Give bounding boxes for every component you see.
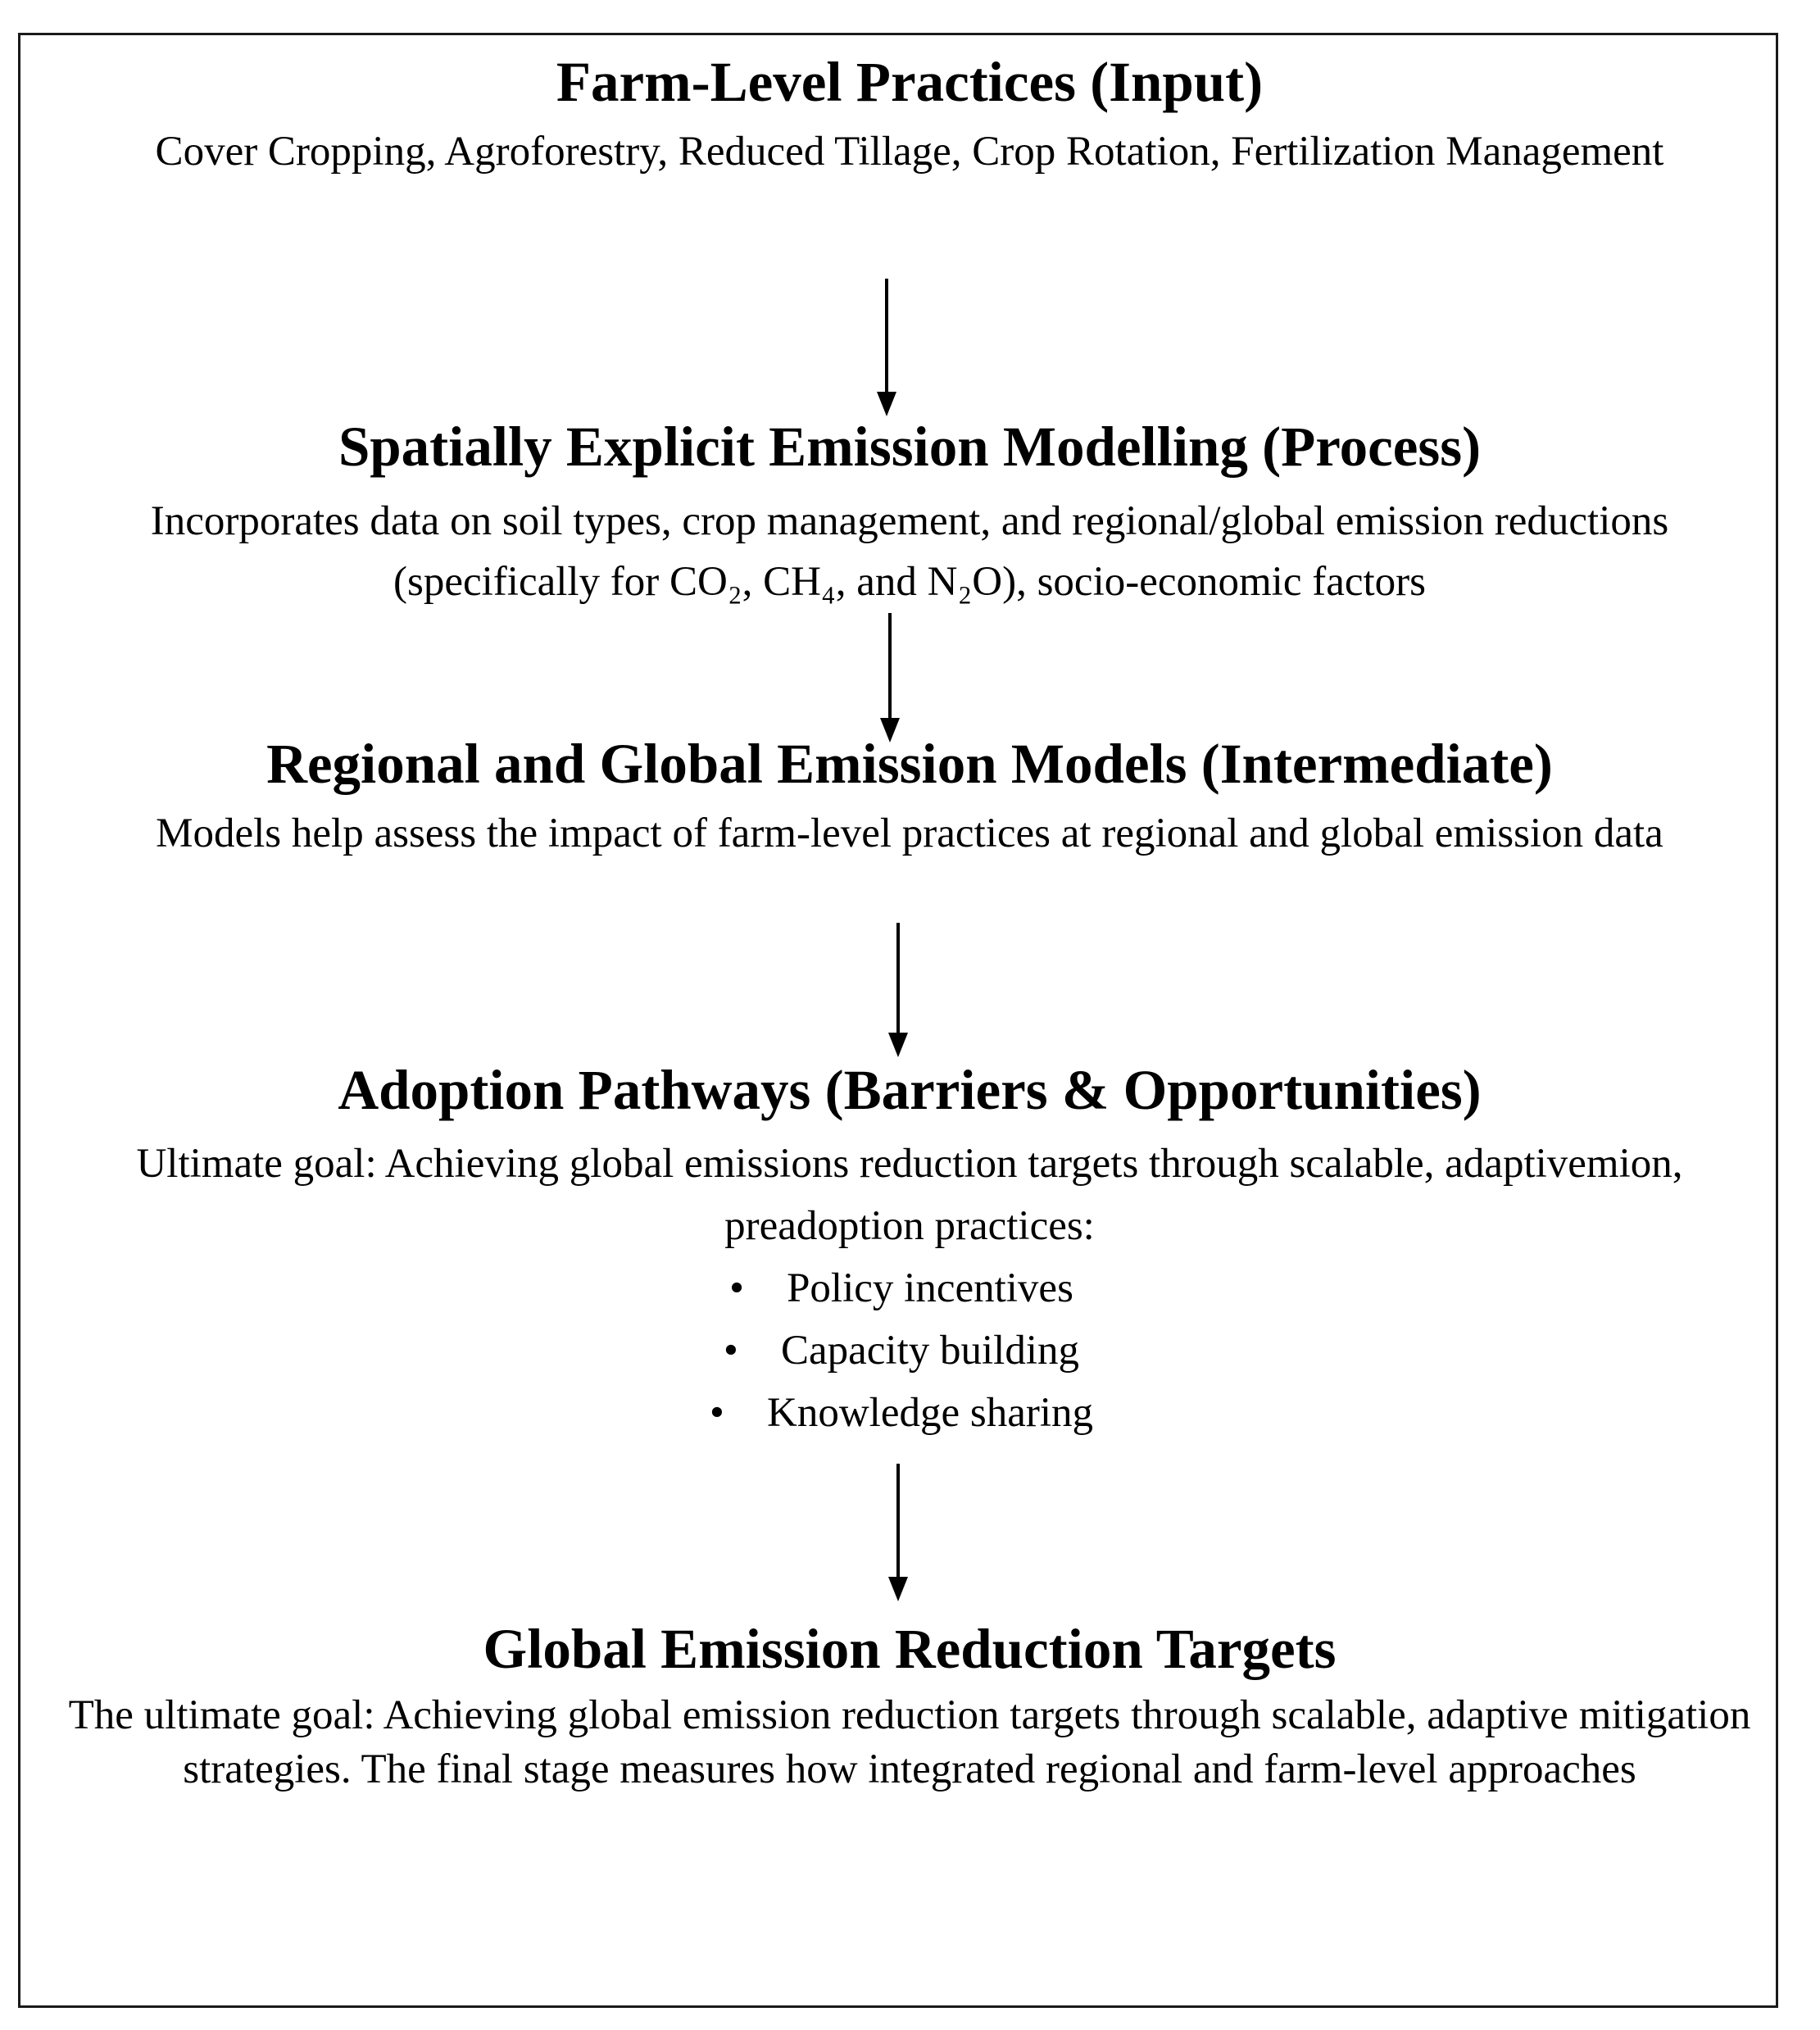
stage-emission-modelling [25,414,1795,612]
flow-arrow [882,923,915,1059]
bullet-icon: • [723,1328,738,1374]
bullet-icon: • [710,1390,724,1436]
stage-description: The ultimate goal: Achieving global emission reduction targets through scalable, adaptive mitigation strategies. The final stage measures how integrated regional and farm-level approaches [68,1692,1751,1792]
stage-title: Farm-Level Practices (Input) [556,51,1264,113]
stage-farm-level-practices [25,49,1795,180]
flow-arrow [870,279,903,418]
stage-description: Incorporates data on soil types, crop management, and regional/global emission reductions (specifically for CO₂, CH₄, and N₂O), socio-economic factors [150,498,1669,605]
stage-title: Adoption Pathways (Barriers & Opportunities) [338,1059,1482,1121]
stage-description: Cover Cropping, Agroforestry, Reduced Tillage, Crop Rotation, Fertilization Management [155,129,1664,175]
stage-title: Global Emission Reduction Targets [483,1618,1337,1680]
stage-description: Models help assess the impact of farm-level practices at regional and global emission data [156,811,1663,856]
list-item: • Knowledge sharing [8,1382,1795,1444]
stage-adoption-pathways [25,1057,1795,1444]
list-item: • Capacity building [8,1319,1795,1382]
stage-description: Ultimate goal: Achieving global emissions reduction targets through scalable, adaptivemion, preadoption practices: [136,1141,1683,1249]
stage-title: Spatially Explicit Emission Modelling (Process) [338,416,1482,478]
list-item: • Policy incentives [8,1257,1795,1319]
stage-regional-global-models [25,731,1795,861]
bullet-icon: • [729,1265,744,1311]
stage-title: Regional and Global Emission Models (Intermediate) [266,733,1553,795]
flow-arrow [874,613,906,744]
adoption-bullet-list [8,1257,1795,1444]
stage-global-targets [25,1616,1795,1796]
flow-arrow [882,1464,915,1603]
